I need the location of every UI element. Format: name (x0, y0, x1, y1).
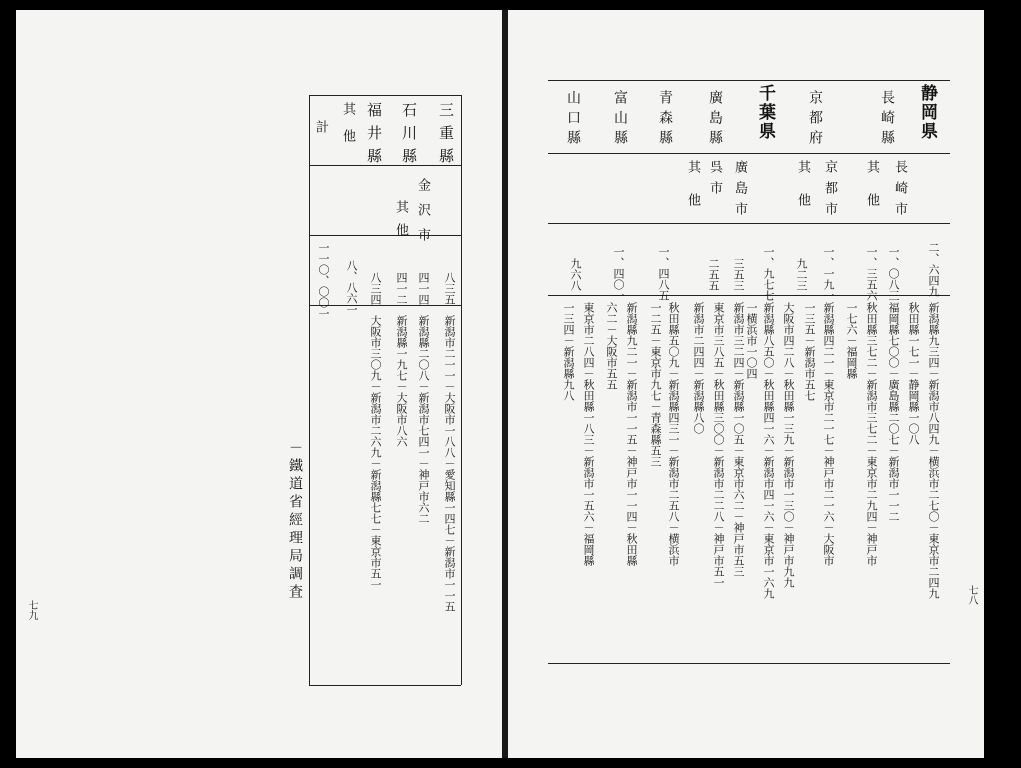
pref-kyoto: 京都府 (807, 90, 823, 150)
rtotal-11: 九六八 (569, 258, 582, 291)
pref-other: 其他 (340, 102, 355, 156)
section-title-chiba: 千葉県 (755, 84, 775, 141)
pref-mie: 三重縣 (437, 102, 455, 171)
pref-yamaguchi: 山口縣 (565, 90, 581, 150)
dest-line-3: 新潟縣一九七－大阪市八六 (395, 315, 408, 447)
rdest-16: 新潟縣九二一－新潟市一一五－神戸市一一四－秋田縣 (625, 302, 638, 566)
rdest-12: 東京市三八五－秋田縣三〇〇－新潟市二二八－神戸市五一 (712, 302, 725, 588)
section-title-shizuoka: 静岡県 (917, 84, 937, 141)
pref-nagasaki: 長崎縣 (879, 90, 895, 150)
rdest-3: 福岡縣七〇〇－廣島縣二〇七－新潟市一一二 (887, 302, 900, 522)
total-4: 八三四 (369, 272, 382, 305)
right-page (508, 10, 984, 758)
right-bottom-rule (548, 663, 950, 664)
rdest-2: 秋田縣一七一－静岡縣一〇八 (907, 302, 920, 445)
rdest-11: 新潟市三二四－新潟縣一〇五－東京市六二－神戸市五三 (732, 302, 745, 577)
right-top-rule (548, 80, 950, 81)
rtotal-8: 一、四八五 (657, 246, 670, 301)
total-1: 八三五 (443, 272, 456, 305)
rtotal-5: 九二三 (795, 258, 808, 291)
rdest-1: 新潟縣九三四－新潟市八四九－横浜市二七〇－東京市二四九 (927, 302, 940, 599)
rdest-7: 一三五－新潟市五七 (803, 302, 816, 401)
pref-toyama: 富山縣 (612, 90, 628, 150)
rdest-6: 新潟縣四二一－東京市二一七－神戸市二一六－大阪市 (822, 302, 835, 566)
table-right-rule (461, 95, 462, 685)
table-top-rule (309, 95, 461, 96)
rtotal-2: 一、〇八三 (887, 246, 900, 301)
city-divider (309, 235, 461, 236)
total-3: 四一二 (395, 272, 408, 305)
rdest-10: 一横浜市一〇四 (745, 302, 758, 379)
city-hiroshima-other: 其他 (685, 160, 700, 226)
signature: －鐵道省經理局調査 (287, 440, 303, 602)
total-divider (309, 305, 461, 306)
city-nagasaki-other: 其他 (864, 160, 879, 226)
rtotal-9: 二五五 (707, 258, 720, 291)
dest-line-1: 新潟市二一一－大阪市一八八－愛知縣一四七－新潟市一一五 (443, 315, 456, 612)
rtotal-4: 一、一九一 (822, 246, 835, 301)
rtotal-10: 一、四〇一 (612, 246, 625, 301)
city-kyoto-other: 其他 (795, 160, 810, 226)
pref-hiroshima: 廣島縣 (707, 90, 723, 150)
rdest-9: 新潟縣八五〇－秋田縣四一六－新潟市四一六－東京市一六九 (762, 302, 775, 599)
city-hiroshima: 廣島市 (732, 160, 747, 223)
total-5: 八、八六一 (345, 260, 358, 315)
dest-line-2: 新潟縣二〇八－新潟市七四一－神戸市六二 (417, 315, 430, 524)
page-number-left: 七九 (26, 600, 37, 620)
rdest-19: 一三四－新潟縣九八 (562, 302, 575, 401)
pref-aomori: 青森縣 (657, 90, 673, 150)
city-other: 其他 (393, 200, 408, 246)
city-kure: 呉市 (707, 160, 722, 202)
rdest-15: 一二五－東京市九七－青森縣五三 (649, 302, 662, 467)
city-kyoto: 京都市 (822, 160, 837, 223)
page-number-right: 七八 (966, 585, 977, 605)
pref-total: 計 (313, 120, 328, 133)
pref-ishikawa: 石川縣 (400, 102, 418, 171)
right-header-rule (548, 153, 950, 154)
rdest-14: 秋田縣五〇九－新潟縣四三一－新潟市二五八－横浜市 (667, 302, 680, 566)
table-bottom-rule (309, 685, 461, 686)
rdest-4: 秋田縣三七二－新潟市三七二－東京市二九四－神戸市 (865, 302, 878, 566)
left-page (16, 10, 502, 758)
total-2: 四一四 (417, 272, 430, 305)
rtotal-1: 二、六四九 (927, 242, 940, 297)
pref-fukui: 福井縣 (365, 102, 383, 171)
rdest-5: 一七六－福岡縣 (845, 302, 858, 379)
rdest-13: 新潟市二四四－新潟縣八〇 (692, 302, 705, 434)
city-kanazawa: 金沢市 (415, 178, 430, 253)
right-city-rule (548, 223, 950, 224)
table-left-rule (309, 95, 310, 685)
total-grand: 一一〇、〇〇一 (317, 242, 330, 319)
city-nagasaki: 長崎市 (892, 160, 907, 223)
rdest-18: 東京市二八四－秋田縣一八三－新潟市一五六－福岡縣 (582, 302, 595, 566)
rdest-8: 大阪市四二八－秋田縣一三九－新潟市一三〇－神戸市九九 (782, 302, 795, 588)
rtotal-3: 一、三五六 (865, 246, 878, 301)
rtotal-7: 三五三 (732, 258, 745, 291)
rdest-17: 六二－大阪市五五 (605, 302, 618, 390)
dest-line-4: 大阪市三〇九－新潟市二六九－新潟縣七七－東京市五一 (369, 315, 382, 590)
rtotal-6: 一、九七七 (762, 246, 775, 301)
